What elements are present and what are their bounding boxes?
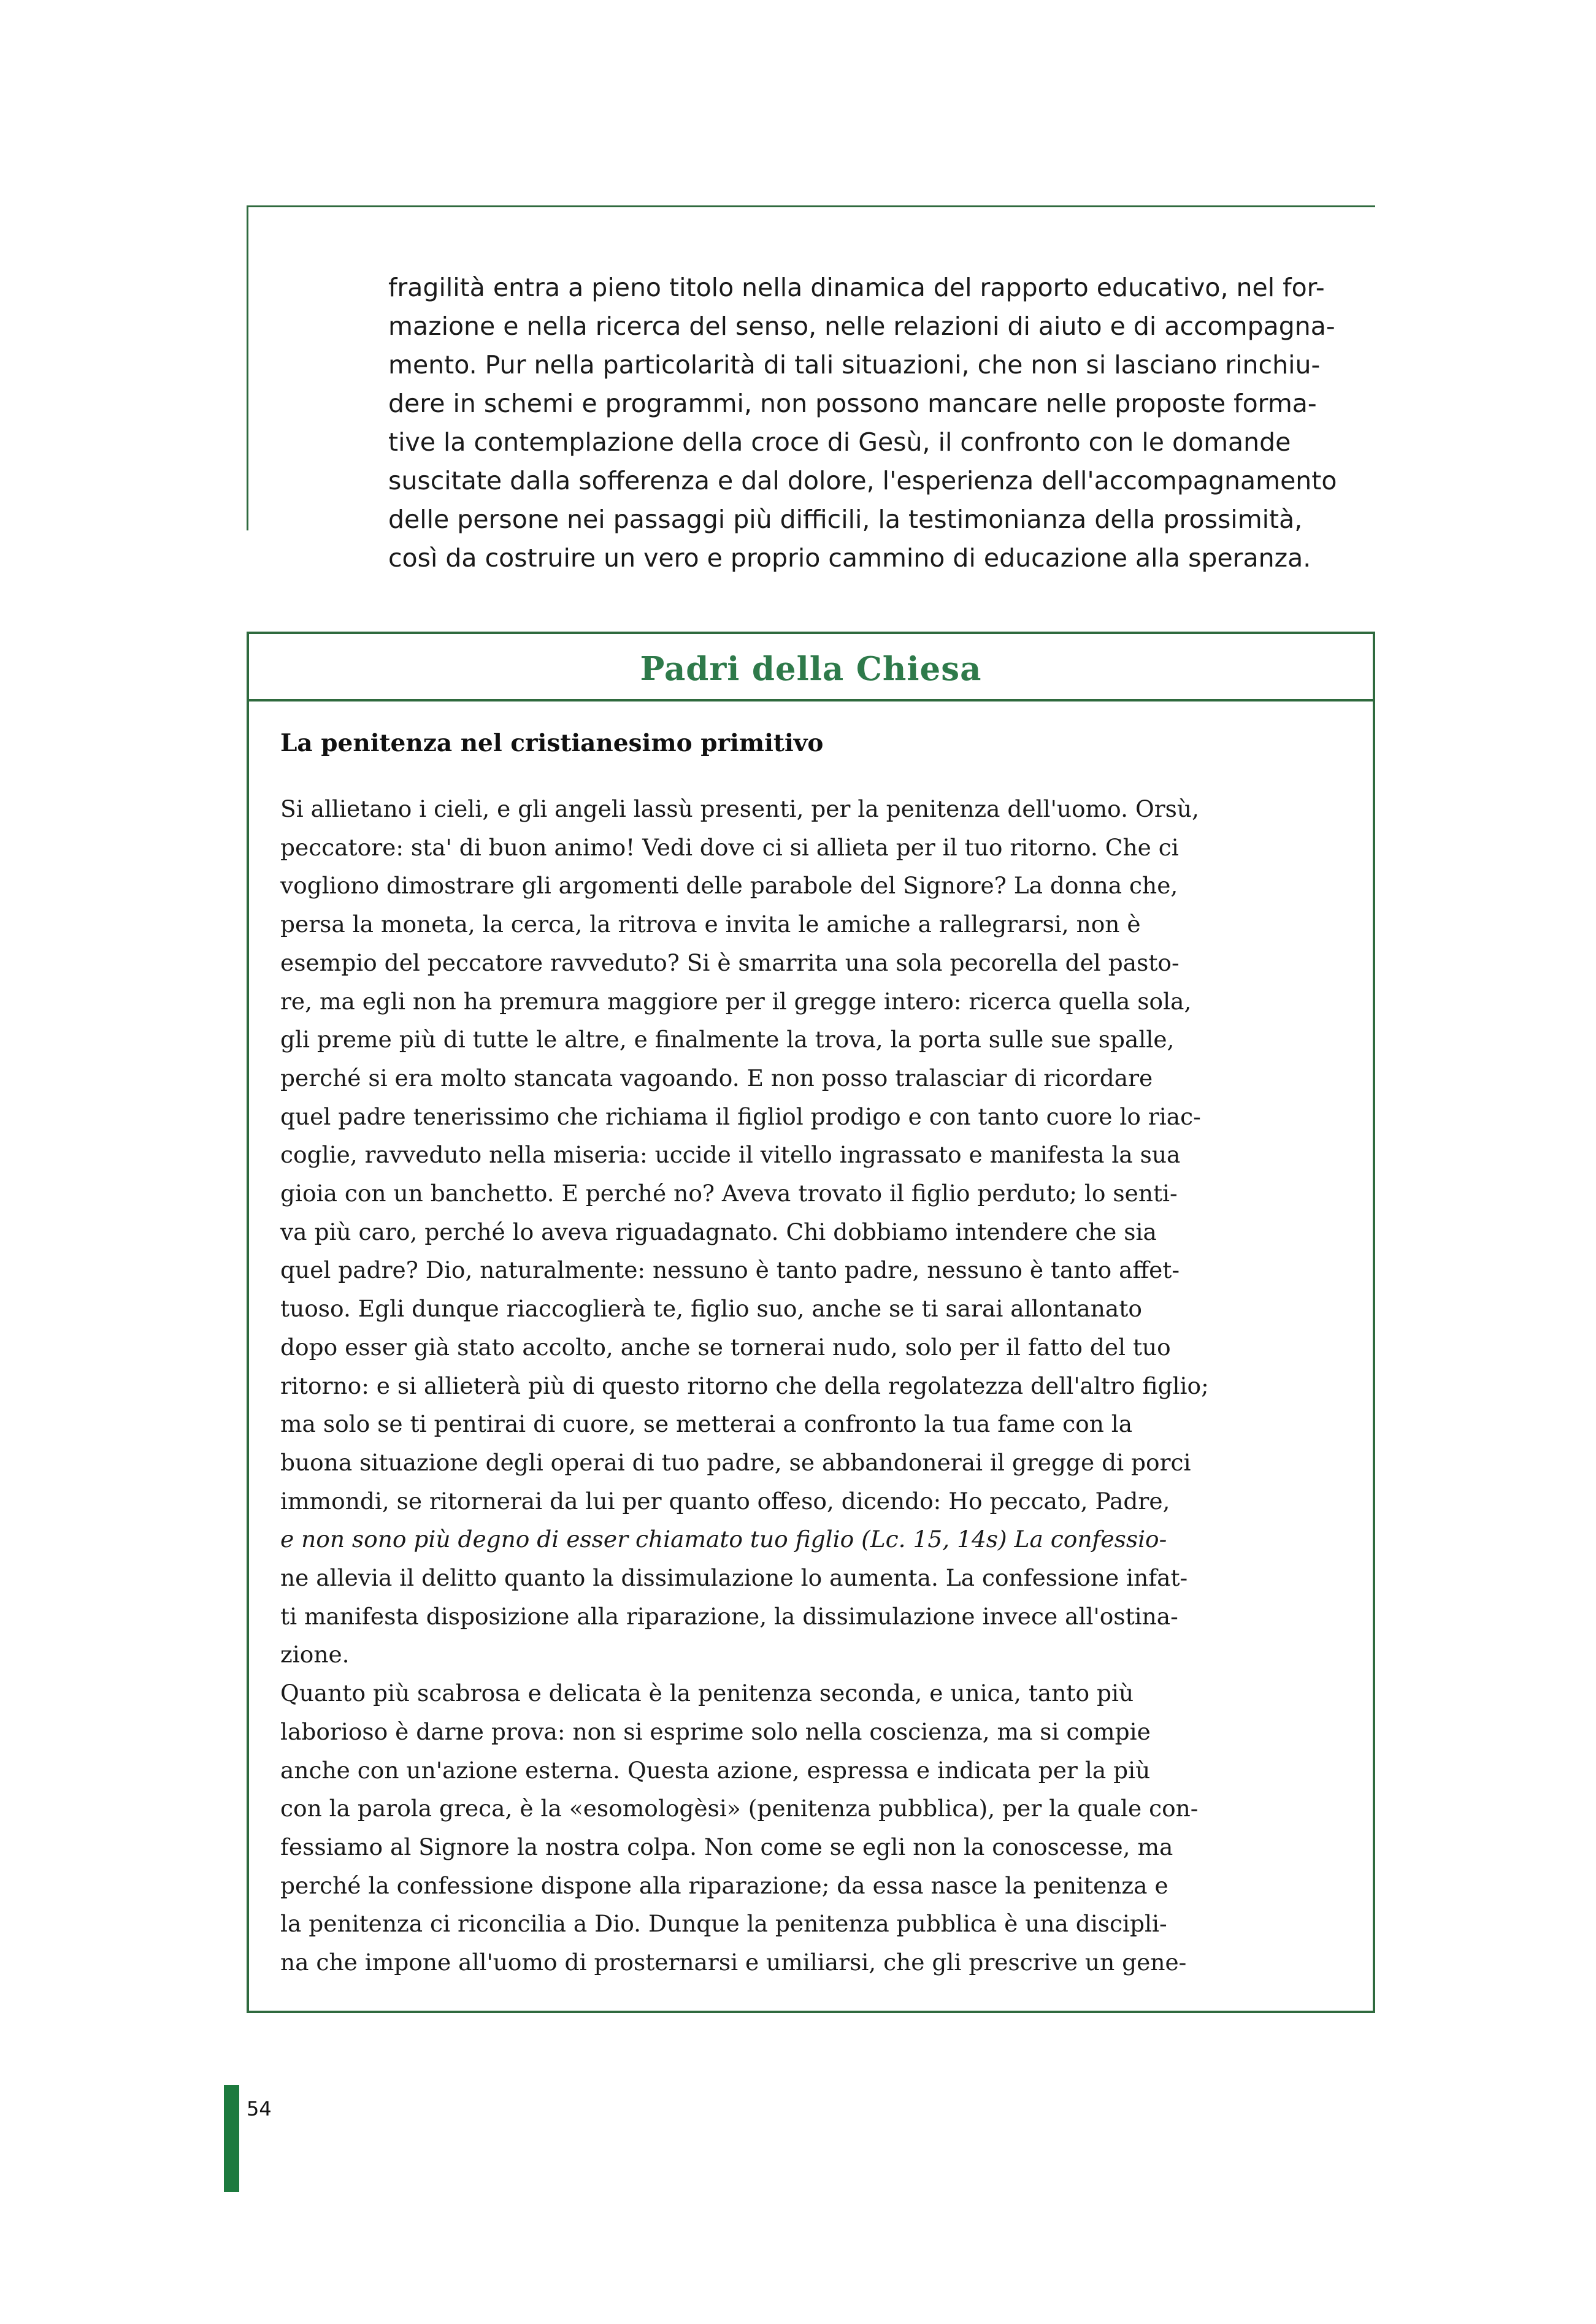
box-line: zione.: [280, 1641, 350, 1668]
left-rule: [247, 205, 248, 530]
box-line: ritorno: e si allieterà più di questo ritorno che della regolatezza dell'altro figlio;: [280, 1372, 1209, 1399]
box-line: anche con un'azione esterna. Questa azione, espressa e indicata per la più: [280, 1756, 1151, 1784]
box-line: gli preme più di tutte le altre, e finalmente la trova, la porta sulle sue spalle,: [280, 1026, 1175, 1053]
box-line: immondi, se ritornerai da lui per quanto offeso, dicendo: Ho peccato, Padre,: [280, 1487, 1170, 1515]
fathers-box: [247, 632, 1375, 2013]
intro-line: mento. Pur nella particolarità di tali situazioni, che non si lasciano rinchiu-: [388, 350, 1321, 380]
box-line: peccatore: sta' di buon animo! Vedi dove ci si allieta per il tuo ritorno. Che ci: [280, 833, 1179, 861]
intro-line: dere in schemi e programmi, non possono mancare nelle proposte forma-: [388, 389, 1317, 418]
box-line: tuoso. Egli dunque riaccoglierà te, figlio suo, anche se ti sarai allontanato: [280, 1295, 1142, 1323]
box-line: perché la confessione dispone alla riparazione; da essa nasce la penitenza e: [280, 1871, 1168, 1899]
intro-line: suscitate dalla sofferenza e dal dolore, l'esperienza dell'accompagnamento: [388, 466, 1337, 495]
box-line: va più caro, perché lo aveva riguadagnato. Chi dobbiamo intendere che sia: [280, 1218, 1157, 1245]
box-text: [280, 790, 1323, 1982]
box-line: re, ma egli non ha premura maggiore per il gregge intero: ricerca quella sola,: [280, 987, 1192, 1015]
box-line: buona situazione degli operai di tuo padre, se abbandonerai il gregge di porci: [280, 1448, 1191, 1476]
intro-line: delle persone nei passaggi più difficili, la testimonianza della prossimità,: [388, 505, 1303, 534]
box-line: laborioso è darne prova: non si esprime solo nella coscienza, ma si compie: [280, 1718, 1151, 1745]
intro-line: fragilità entra a pieno titolo nella dinamica del rapporto educativo, nel for-: [388, 273, 1325, 302]
page-number: 54: [247, 2097, 272, 2120]
intro-paragraph: [388, 269, 1370, 578]
page-side-bar: [224, 2085, 239, 2192]
box-subtitle: La penitenza nel cristianesimo primitivo: [280, 729, 824, 757]
box-line: ti manifesta disposizione alla riparazione, la dissimulazione invece all'ostina-: [280, 1602, 1178, 1630]
box-line: na che impone all'uomo di prosternarsi e umiliarsi, che gli prescrive un gene-: [280, 1949, 1187, 1976]
intro-line: tive la contemplazione della croce di Gesù, il confronto con le domande: [388, 427, 1291, 457]
box-line: quel padre? Dio, naturalmente: nessuno è tanto padre, nessuno è tanto affet-: [280, 1256, 1180, 1284]
box-line: persa la moneta, la cerca, la ritrova e invita le amiche a rallegrarsi, non è: [280, 911, 1141, 938]
box-line: Si allietano i cieli, e gli angeli lassù presenti, per la penitenza dell'uomo. Orsù,: [280, 795, 1199, 822]
box-line: vogliono dimostrare gli argomenti delle parabole del Signore? La donna che,: [280, 872, 1178, 900]
box-line: coglie, ravveduto nella miseria: uccide il vitello ingrassato e manifesta la sua: [280, 1141, 1181, 1169]
box-line: ma solo se ti pentirai di cuore, se metterai a confronto la tua fame con la: [280, 1410, 1133, 1438]
box-line: gioia con un banchetto. E perché no? Aveva trovato il figlio perduto; lo senti-: [280, 1180, 1178, 1207]
box-header: [249, 634, 1373, 701]
intro-line: così da costruire un vero e proprio cammino di educazione alla speranza.: [388, 543, 1311, 573]
top-rule: [248, 205, 1375, 207]
box-line: ne allevia il delitto quanto la dissimulazione lo aumenta. La confessione infat-: [280, 1564, 1188, 1592]
box-line: perché si era molto stancata vagoando. E non posso tralasciar di ricordare: [280, 1064, 1153, 1091]
box-line: dopo esser già stato accolto, anche se tornerai nudo, solo per il fatto del tuo: [280, 1333, 1171, 1361]
box-line: Quanto più scabrosa e delicata è la penitenza seconda, e unica, tanto più: [280, 1680, 1134, 1707]
box-title: Padri della Chiesa: [640, 650, 982, 688]
box-line: la penitenza ci riconcilia a Dio. Dunque la penitenza pubblica è una discipli-: [280, 1910, 1167, 1938]
box-line: e non sono più degno di esser chiamato tuo figlio (Lc. 15, 14s) La confessio-: [280, 1526, 1167, 1553]
box-line: esempio del peccatore ravveduto? Si è smarrita una sola pecorella del pasto-: [280, 949, 1180, 976]
box-line: fessiamo al Signore la nostra colpa. Non come se egli non la conoscesse, ma: [280, 1833, 1173, 1860]
box-line: quel padre tenerissimo che richiama il figliol prodigo e con tanto cuore lo riac-: [280, 1103, 1201, 1130]
intro-line: mazione e nella ricerca del senso, nelle relazioni di aiuto e di accompagna-: [388, 312, 1335, 341]
box-line: con la parola greca, è la «esomologèsi» (penitenza pubblica), per la quale con-: [280, 1795, 1199, 1822]
